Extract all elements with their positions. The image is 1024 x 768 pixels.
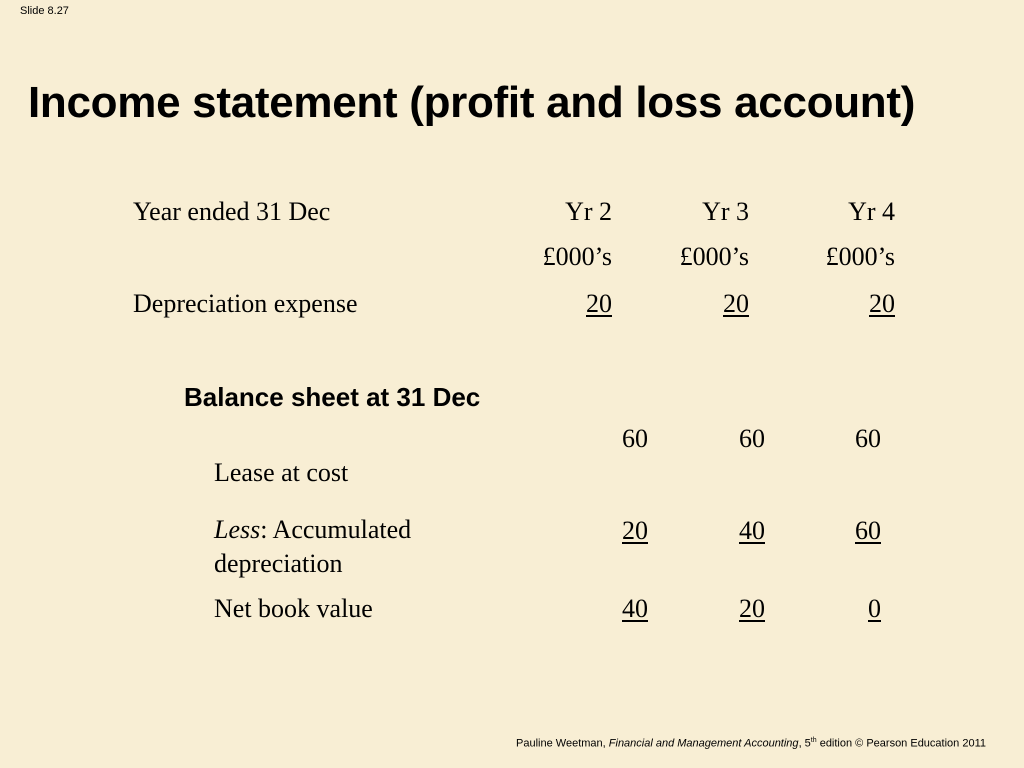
footer-edition-suffix: th (810, 737, 817, 744)
lease-value-yr3: 60 (739, 424, 765, 453)
depreciation-value-yr4: 20 (869, 289, 895, 318)
footer-copyright: edition © Pearson Education 2011 (816, 737, 986, 750)
accumulated-depreciation-yr3: 40 (739, 516, 765, 545)
balance-sheet-heading: Balance sheet at 31 Dec (184, 382, 481, 412)
lease-value-yr2: 60 (622, 424, 648, 453)
lease-at-cost-label: Lease at cost (214, 458, 349, 487)
depreciation-value-yr2: 20 (586, 289, 612, 318)
year-header-yr3: Yr 3 (702, 197, 749, 226)
unit-header-yr2: £000’s (542, 242, 612, 271)
unit-header-yr4: £000’s (825, 242, 895, 271)
net-book-value-yr2: 40 (622, 594, 648, 623)
footer-book-title: Financial and Management Accounting (608, 737, 799, 750)
accumulated-depreciation-label (214, 513, 454, 581)
less-word: Less (214, 515, 261, 544)
year-header-yr2: Yr 2 (565, 197, 612, 226)
year-ended-label: Year ended 31 Dec (133, 197, 331, 226)
footer-citation (516, 737, 986, 750)
footer-edition: , 5 (798, 737, 811, 750)
unit-header-yr3: £000’s (679, 242, 749, 271)
accumulated-depreciation-yr2: 20 (622, 516, 648, 545)
accumulated-depreciation-yr4: 60 (855, 516, 881, 545)
depreciation-value-yr3: 20 (723, 289, 749, 318)
lease-value-yr4: 60 (855, 424, 881, 453)
page-title: Income statement (profit and loss account) (28, 78, 916, 127)
net-book-value-label: Net book value (214, 594, 373, 623)
net-book-value-yr3: 20 (739, 594, 765, 623)
year-header-yr4: Yr 4 (848, 197, 895, 226)
slide-number: Slide 8.27 (20, 5, 69, 17)
accumulated-depreciation-text: : Accumulated depreciation (214, 515, 412, 578)
footer-author: Pauline Weetman, (516, 737, 609, 750)
net-book-value-yr4: 0 (868, 594, 881, 623)
depreciation-expense-label: Depreciation expense (133, 289, 358, 318)
